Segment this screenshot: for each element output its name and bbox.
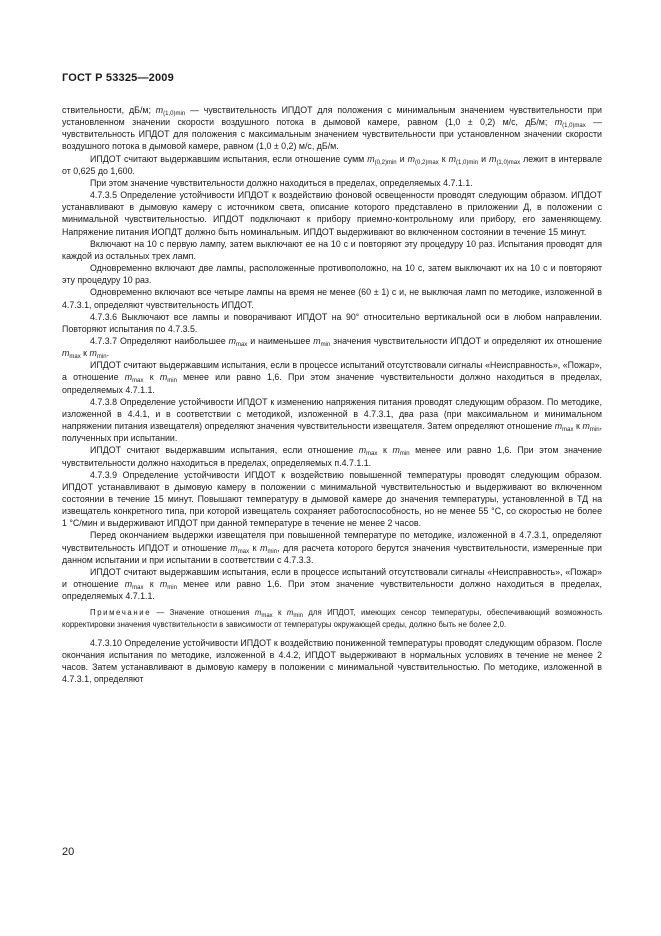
symbol-subscript: max: [366, 451, 378, 458]
text-run: к: [249, 542, 261, 553]
note: [62, 607, 602, 630]
symbol-m: m: [554, 117, 563, 128]
symbol-m: m: [124, 372, 133, 383]
symbol-subscript: min: [399, 451, 410, 458]
paragraph-high-temp-measurement: [62, 529, 602, 565]
text-run: 4.7.3.8 Определение устойчивости ИПДОТ к изменению напряжения питания проводят следующим образом. По методике, изложенной в 4.4.1, и в соответствии с методикой, изложенной в 4.7.3.1, два раза (при максимальном и минимальном напряжении питания извещателя) определяют значения чувствительности извещателя. Затем определяют отношение: [62, 396, 602, 432]
paragraph-first-lamp: Включают на 10 с первую лампу, затем выключают ее на 10 с и повторяют эту процедуру 10 раз. Испытания проводят для каждой из остальных трех ламп.: [62, 238, 602, 261]
symbol-m: m: [159, 579, 168, 590]
symbol-subscript: (1,0)min: [163, 111, 186, 117]
symbol-subscript: max: [69, 354, 81, 361]
text-run: ИПДОТ считают выдержавшим испытания, если в процессе испытаний отсутствовали сигналы «Неисправность», «Пожар», а отношение: [62, 360, 602, 383]
symbol-m: m: [159, 372, 168, 383]
symbol-m: m: [155, 105, 164, 115]
text-run: ИПДОТ считают выдержавшим испытания, если отношение сумм: [90, 153, 368, 164]
symbol-subscript: max: [237, 548, 250, 555]
paragraph-4-7-3-6: 4.7.3.6 Выключают все лампы и поворачивают ИПДОТ на 90° относительно вертикальной оси в любом направлении. Повторяют испытания по 4.7.3.5.: [62, 311, 602, 334]
text-run: и: [478, 153, 490, 164]
text-run: к: [573, 421, 583, 432]
symbol-m: m: [392, 445, 400, 456]
symbol-m: m: [230, 542, 238, 553]
text-run: , для расчета которого берутся значения чувствительности, измеренные при данном испытании и при испытании в соответствии с 4.7.3.3.: [62, 542, 602, 565]
paragraph-pass-criterion-sums: [62, 153, 602, 177]
text-run: к: [143, 579, 160, 590]
text-run: к: [377, 445, 393, 456]
text-run: ствительности, дБ/м;: [62, 105, 156, 115]
note-label: Примечание: [90, 608, 152, 618]
symbol-m: m: [254, 608, 262, 618]
text-run: значения чувствительности ИПДОТ и определяют их отношение: [330, 335, 602, 346]
symbol-subscript: min: [96, 354, 107, 361]
paragraph-pass-criterion-high-temp: [62, 566, 602, 602]
paragraph-four-lamps: Одновременно включают все четыре лампы на время не менее (60 ± 1) с и, не выключая ламп по методике, изложенной в 4.7.3.1, определяют чувствительность ИПДОТ.: [62, 287, 602, 310]
text-run: менее или равно 1,6. При этом значение чувствительности должно находиться в пределах, определяемых 4.7.1.1.: [62, 579, 602, 602]
paragraph-4-7-3-7: [62, 335, 602, 359]
text-run: ИПДОТ считают выдержавшим испытания, если отношение: [90, 445, 359, 456]
symbol-subscript: min: [589, 427, 600, 434]
text-run: менее или равно 1,6. При этом значение чувствительности должно находиться в пределах, определяемых п.4.7.1.1.: [62, 445, 602, 468]
symbol-subscript: (1,0)max: [562, 123, 586, 130]
text-run: — Значение отношения: [151, 608, 255, 618]
text-run: — чувствительность ИПДОТ для положения с минимальным значением чувствительности при установленном значении скорости воздушного потока в дымовой камере, равном (1,0 ± 0,2) м/с, дБ/м;: [62, 105, 602, 128]
text-run: лежит в интервале от 0,625 до 1,600.: [62, 153, 602, 176]
symbol-subscript: max: [261, 613, 273, 620]
symbol-m: m: [89, 348, 97, 359]
text-run: — чувствительность ИПДОТ для положения с максимальным значением чувствительности при установленном значении скорости воздушного потока в дымовой камере, равном (1,0 ± 0,2) м/с, дБ/м.: [62, 117, 602, 152]
page-number: 20: [62, 846, 75, 858]
symbol-subscript: max: [235, 341, 248, 348]
paragraph-4-7-3-5: 4.7.3.5 Определение устойчивости ИПДОТ к воздействию фоновой освещенности проводят следующим образом. ИПДОТ устанавливают в дымовую камеру с источником света, описание которого представлено в приложении Д, в положении с минимальной чувствительностью. ИПДОТ подключают к прибору приемно-контрольному или прибору, его заменяющему. Напряжение питания ИОПДТ должно быть номинальным. ИПДОТ выдерживают во включенном состоянии в течение 15 минут.: [62, 190, 602, 237]
symbol-m: m: [407, 153, 416, 164]
symbol-m: m: [554, 421, 563, 432]
text-run: Перед окончанием выдержки извещателя при повышенной температуре по методике, изложенной в 4.7.3.1, определяют чувствительность ИПДОТ и отношение: [62, 530, 602, 553]
text-run: и: [396, 153, 408, 164]
paragraph-4-7-3-9: 4.7.3.9 Определение устойчивости ИПДОТ к воздействию повышенной температуры проводят следующим образом. ИПДОТ устанавливают в дымовую камеру в положении с минимальной чувствительностью и выдерживают во включенном состоянии в течение 15 минут. Повышают температуру в дымовой камере до значения температуры, установленной в ТД на извещатель конкретного типа, при которой извещатель сохраняет работоспособность, но не менее 55 °С, со скоростью не более 1 °С/мин и выдерживают ИПДОТ при данной температуре в течение не менее 2 часов.: [62, 469, 602, 529]
symbol-subscript: (1,0)max: [496, 159, 521, 166]
symbol-subscript: min: [267, 548, 278, 555]
symbol-m: m: [286, 608, 294, 618]
text-run: к: [438, 153, 449, 164]
symbol-m: m: [313, 335, 321, 346]
symbol-subscript: min: [167, 585, 177, 592]
symbol-subscript: min: [167, 378, 177, 385]
paragraph-sensitivity-limits: При этом значение чувствительности должно находиться в пределах, определяемых 4.7.1.1.: [90, 177, 473, 188]
text-run: 4.7.3.7 Определяют наибольшее: [90, 335, 229, 346]
symbol-subscript: (0,2)max: [415, 159, 439, 166]
paragraph-4-7-3-8: [62, 396, 602, 445]
symbol-subscript: (0,2)min: [374, 159, 397, 166]
paragraph-two-lamps: Одновременно включают две лампы, расположенные противоположно, на 10 с, затем выключают их на 10 с и повторяют эту процедуру 10 раз.: [62, 263, 602, 286]
symbol-m: m: [448, 153, 457, 164]
symbol-m: m: [124, 579, 133, 590]
symbol-subscript: max: [132, 378, 144, 385]
text-run: ИПДОТ считают выдержавшим испытания, если в процессе испытаний отсутствовали сигналы «Неисправность», «Пожар» и отношение: [62, 566, 602, 590]
symbol-m: m: [62, 348, 70, 359]
symbol-subscript: (1,0)min: [456, 159, 479, 166]
symbol-m: m: [228, 335, 236, 346]
symbol-m: m: [260, 542, 268, 553]
text-run: , полученных при испытании.: [62, 421, 602, 444]
paragraph-pass-criterion-rotation: [62, 359, 602, 395]
symbol-subscript: max: [132, 585, 144, 592]
symbol-subscript: max: [562, 427, 574, 434]
symbol-m: m: [582, 421, 590, 432]
page-body: [62, 104, 602, 685]
symbol-m: m: [367, 153, 375, 164]
symbol-subscript: min: [320, 341, 331, 348]
symbol-subscript: min: [293, 613, 304, 620]
text-run: для ИПДОТ, имеющих сенсор температуры, обеспечивающий возможность корректировки значения чувствительности в зависимости от температуры окружающей среды, должно быть не более 2,0.: [62, 608, 603, 629]
text-run: менее или равно 1,6. При этом значение чувствительности должно находиться в пределах, определяемых 4.7.1.1.: [62, 372, 602, 395]
paragraph-sensitivity-definitions: [62, 104, 602, 153]
text-run: и наименьшее: [247, 335, 314, 346]
text-run: к: [80, 348, 90, 359]
paragraph-4-7-3-10: 4.7.3.10 Определение устойчивости ИПДОТ к воздействию пониженной температуры проводят следующим образом. После окончания испытания по методике, изложенной в 4.4.2, ИПДОТ выдерживают в нормальных условиях в течение не менее 2 часов. Затем устанавливают в дымовую камеру в положении с минимальной чувствительностью. По методике, изложенной в 4.7.3.1, определяют: [62, 637, 602, 685]
paragraph-pass-criterion-voltage: [62, 444, 602, 468]
symbol-m: m: [358, 445, 367, 456]
text-run: к: [143, 372, 160, 383]
text-run: .: [106, 348, 110, 359]
symbol-m: m: [489, 153, 497, 164]
text-run: к: [272, 608, 287, 618]
document-header: ГОСТ Р 53325—2009: [62, 72, 174, 84]
